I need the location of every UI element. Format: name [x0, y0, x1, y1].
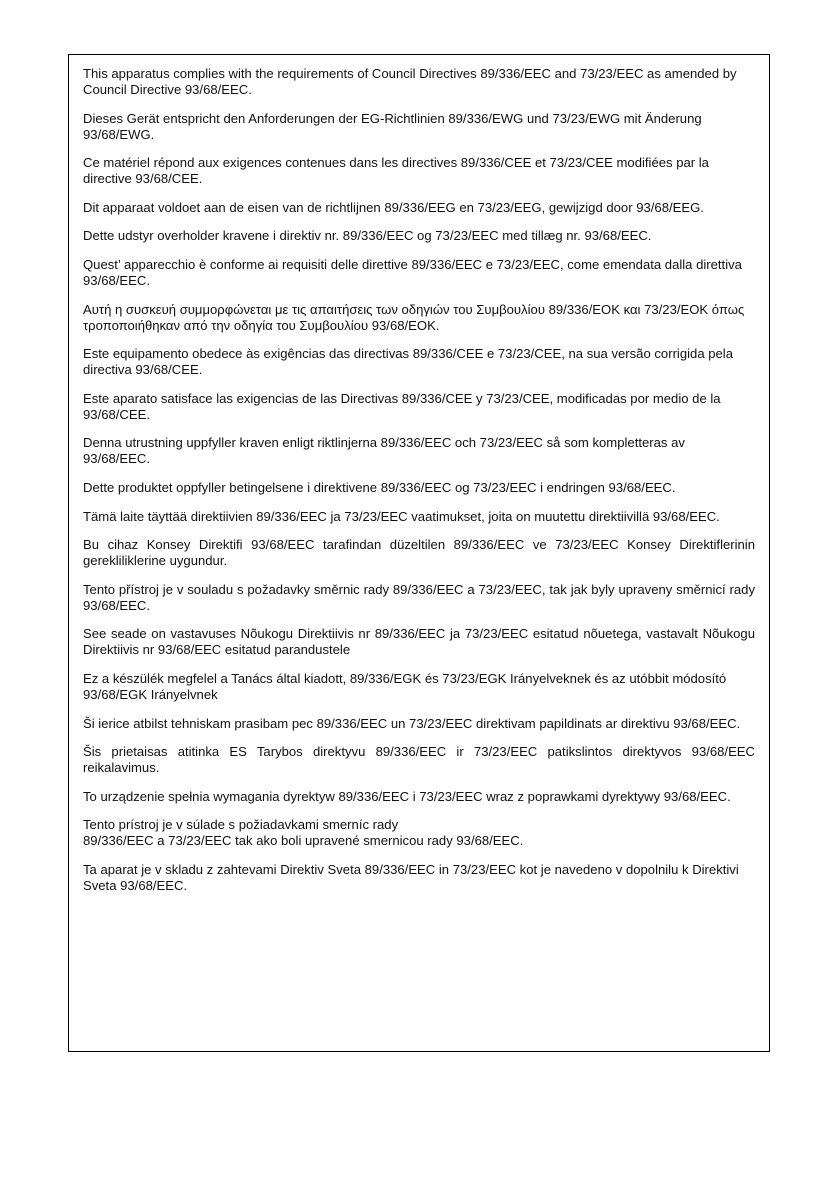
compliance-et: See seade on vastavuses Nõukogu Direktiivis nr 89/336/EEC ja 73/23/EEC esitatud nõuetega, vastavalt Nõukogu Direktiivis nr 93/68/EEC esitatud parandustele [83, 626, 755, 658]
compliance-de: Dieses Gerät entspricht den Anforderungen der EG-Richtlinien 89/336/EWG und 73/23/EWG mit Änderung 93/68/EWG. [83, 110, 702, 142]
compliance-tr: Bu cihaz Konsey Direktifi 93/68/EEC tarafindan düzeltilen 89/336/EEC ve 73/23/EEC Konsey Direktiflerinin gerekliliklerine uygundur. [83, 537, 755, 569]
compliance-sl: Ta aparat je v skladu z zahtevami Direktiv Sveta 89/336/EEC in 73/23/EEC kot je navedeno v dopolnilu k Direktivi Sveta 93/68/EEC. [83, 861, 739, 893]
compliance-cs: Tento přístroj je v souladu s požadavky směrnic rady 89/336/EEC a 73/23/EEC, tak jak byly upraveny směrnicí rady 93/68/EEC. [83, 581, 755, 613]
compliance-statement-box [68, 54, 770, 1052]
compliance-el: Αυτή η συσκευή συμμορφώνεται με τις απαιτήσεις των οδηγιών του Συμβουλίου 89/336/ΕΟΚ και 73/23/ΕΟΚ όπως τροποποιήθηκαν από την οδηγία του Συμβουλίου 93/68/ΕΟΚ. [83, 301, 745, 333]
compliance-lt: Šis prietaisas atitinka ES Tarybos direktyvu 89/336/EEC ir 73/23/EEC patikslintos direktyvos 93/68/EEC reikalavimus. [83, 744, 755, 776]
compliance-sv: Denna utrustning uppfyller kraven enligt riktlinjerna 89/336/EEC och 73/23/EEC så som kompletteras av 93/68/EEC. [83, 435, 685, 467]
compliance-nl: Dit apparaat voldoet aan de eisen van de richtlijnen 89/336/EEG en 73/23/EEG, gewijzigd door 93/68/EEG. [83, 199, 704, 215]
compliance-hu: Ez a készülék megfelel a Tanács által kiadott, 89/336/EGK és 73/23/EGK Irányelveknek és az utóbbit módosító 93/68/EGK Irányelvnek [83, 670, 727, 702]
compliance-it: Quest’ apparecchio è conforme ai requisiti delle direttive 89/336/EEC e 73/23/EEC, come emendata dalla direttiva 93/68/EEC. [83, 256, 742, 288]
compliance-da: Dette udstyr overholder kravene i direktiv nr. 89/336/EEC og 73/23/EEC med tillæg nr. 93/68/EEC. [83, 228, 652, 244]
compliance-pt: Este equipamento obedece às exigências das directivas 89/336/CEE e 73/23/CEE, na sua versão corrigida pela directiva 93/68/CEE. [83, 346, 733, 378]
compliance-no: Dette produktet oppfyller betingelsene i direktivene 89/336/EEC og 73/23/EEC i endringen 93/68/EEC. [83, 479, 676, 495]
compliance-fi: Tämä laite täyttää direktiivien 89/336/EEC ja 73/23/EEC vaatimukset, joita on muutettu direktiivillä 93/68/EEC. [83, 508, 720, 524]
compliance-fr: Ce matériel répond aux exigences contenues dans les directives 89/336/CEE et 73/23/CEE modifiées par la directive 93/68/CEE. [83, 155, 709, 187]
compliance-pl: To urządzenie spełnia wymagania dyrektyw 89/336/EEC i 73/23/EEC wraz z poprawkami dyrektywy 93/68/EEC. [83, 788, 731, 804]
compliance-lv: Ši ierice atbilst tehniskam prasibam pec 89/336/EEC un 73/23/EEC direktivam papildinats ar direktivu 93/68/EEC. [83, 715, 741, 731]
compliance-en: This apparatus complies with the requirements of Council Directives 89/336/EEC and 73/23/EEC as amended by Council Directive 93/68/EEC. [83, 66, 737, 97]
compliance-sk: Tento prístroj je v súlade s požiadavkami smerníc rady 89/336/EEC a 73/23/EEC tak ako boli upravené smernicou rady 93/68/EEC. [83, 817, 524, 849]
compliance-es: Este aparato satisface las exigencias de las Directivas 89/336/CEE y 73/23/CEE, modificadas por medio de la 93/68/CEE. [83, 390, 721, 422]
